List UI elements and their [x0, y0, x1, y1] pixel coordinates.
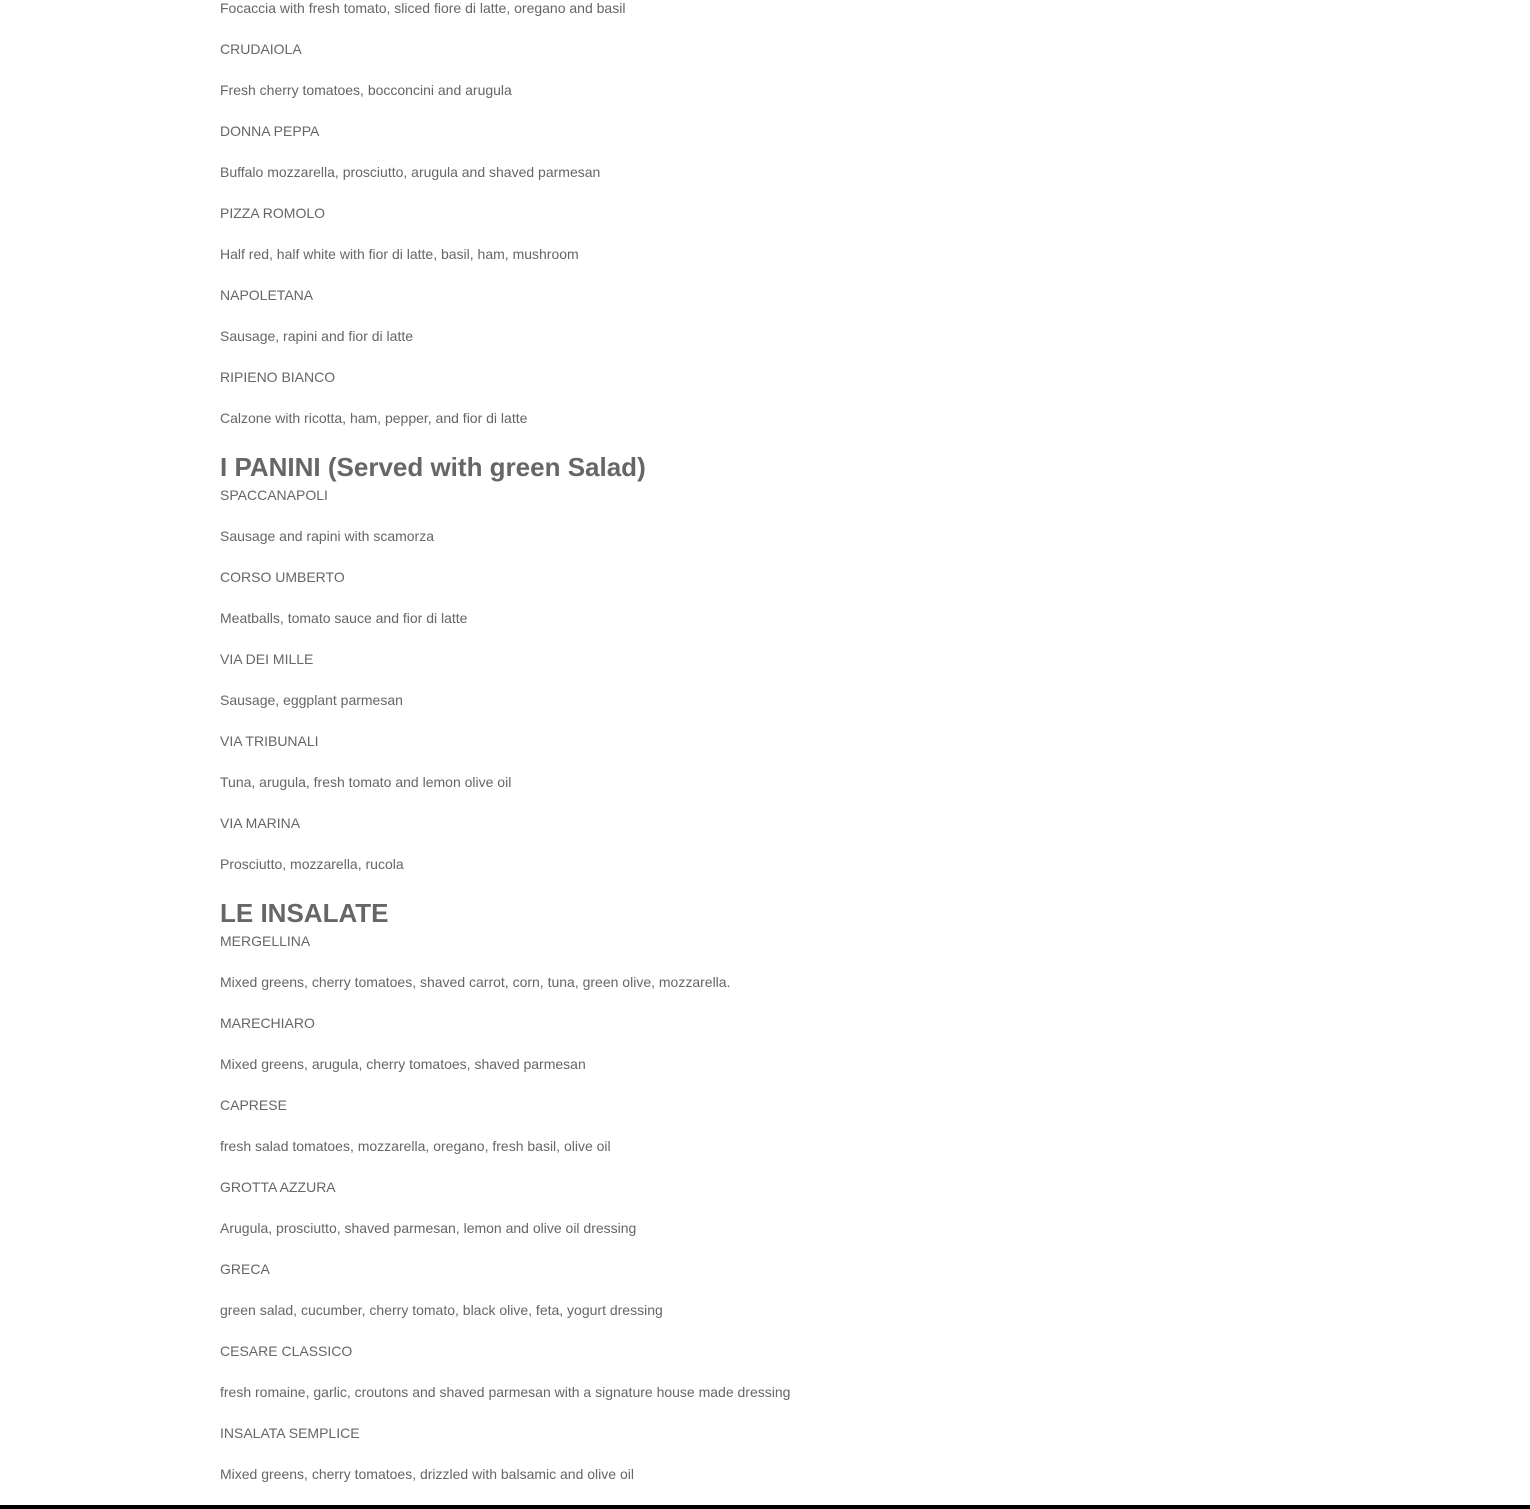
pizza-name: CRUDAIOLA	[220, 41, 302, 57]
salad-name: MERGELLINA	[220, 933, 311, 949]
salad-name: INSALATA SEMPLICE	[220, 1425, 360, 1441]
salad-name: GROTTA AZZURA	[220, 1179, 336, 1195]
panino-description: Meatballs, tomato sauce and fior di latte	[220, 610, 468, 626]
pizza-name: PIZZA ROMOLO	[220, 205, 326, 221]
pizza-description: Sausage, rapini and fior di latte	[220, 328, 414, 344]
panino-description: Prosciutto, mozzarella, rucola	[220, 856, 404, 872]
panino-name: VIA MARINA	[220, 815, 301, 831]
section-heading-panini: I PANINI (Served with green Salad)	[220, 452, 646, 482]
panino-name: SPACCANAPOLI	[220, 487, 328, 503]
pizza-name: NAPOLETANA	[220, 287, 314, 303]
salad-description: Mixed greens, arugula, cherry tomatoes, shaved parmesan	[220, 1056, 586, 1072]
pizza-description: Buffalo mozzarella, prosciutto, arugula and shaved parmesan	[220, 164, 601, 180]
pizza-description: Calzone with ricotta, ham, pepper, and fior di latte	[220, 410, 528, 426]
salad-description: green salad, cucumber, cherry tomato, black olive, feta, yogurt dressing	[220, 1302, 663, 1318]
pizza-description: Half red, half white with fior di latte, basil, ham, mushroom	[220, 246, 579, 262]
salad-description: fresh romaine, garlic, croutons and shaved parmesan with a signature house made dressing	[220, 1384, 791, 1400]
salad-description: Arugula, prosciutto, shaved parmesan, lemon and olive oil dressing	[220, 1220, 637, 1236]
panino-name: VIA DEI MILLE	[220, 651, 314, 667]
pizza-name: RIPIENO BIANCO	[220, 369, 336, 385]
panino-description: Sausage, eggplant parmesan	[220, 692, 403, 708]
salad-description: Mixed greens, cherry tomatoes, shaved carrot, corn, tuna, green olive, mozzarella.	[220, 974, 731, 990]
salad-description: fresh salad tomatoes, mozzarella, oregano, fresh basil, olive oil	[220, 1138, 611, 1154]
salad-name: MARECHIARO	[220, 1015, 315, 1031]
salad-description: Mixed greens, cherry tomatoes, drizzled with balsamic and olive oil	[220, 1466, 634, 1482]
pizza-name: DONNA PEPPA	[220, 123, 320, 139]
bottom-divider	[0, 1505, 1530, 1509]
panino-name: CORSO UMBERTO	[220, 569, 345, 585]
pizza-description: Fresh cherry tomatoes, bocconcini and arugula	[220, 82, 512, 98]
panino-name: VIA TRIBUNALI	[220, 733, 319, 749]
salad-name: GRECA	[220, 1261, 270, 1277]
section-heading-insalate: LE INSALATE	[220, 898, 389, 928]
salad-name: CESARE CLASSICO	[220, 1343, 353, 1359]
pizza-description: Focaccia with fresh tomato, sliced fiore di latte, oregano and basil	[220, 0, 626, 16]
panino-description: Sausage and rapini with scamorza	[220, 528, 435, 544]
salad-name: CAPRESE	[220, 1097, 287, 1113]
panino-description: Tuna, arugula, fresh tomato and lemon olive oil	[220, 774, 512, 790]
